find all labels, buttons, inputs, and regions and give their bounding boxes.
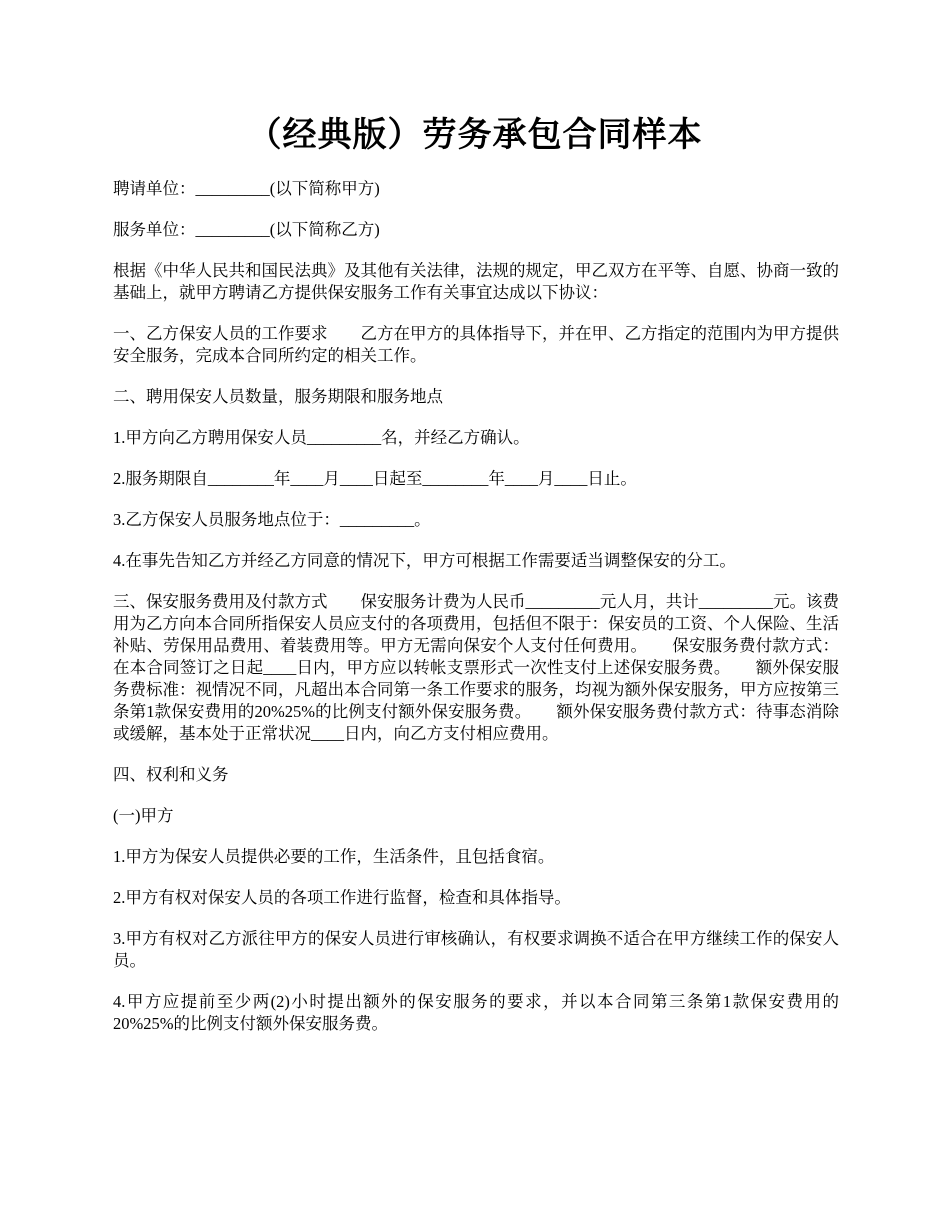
paragraph-section-2-item-2: 2.服务期限自________年____月____日起至________年____月____日止。: [113, 469, 637, 488]
paragraph-employer: 聘请单位：_________(以下简称甲方): [113, 179, 380, 198]
paragraph-section-2-item-3: 3.乙方保安人员服务地点位于：_________。: [113, 510, 431, 529]
paragraph-service-unit: 服务单位：_________(以下简称乙方): [113, 220, 380, 239]
document-body: [113, 178, 839, 1054]
paragraph-section-1: 一、乙方保安人员的工作要求 乙方在甲方的具体指导下，并在甲、乙方指定的范围内为甲方提供安全服务，完成本合同所约定的相关工作。: [113, 324, 839, 365]
paragraph-section-2-item-4: 4.在事先告知乙方并经乙方同意的情况下，甲方可根据工作需要适当调整保安的分工。: [113, 551, 736, 570]
paragraph-section-2-item-1: 1.甲方向乙方聘用保安人员_________名，并经乙方确认。: [113, 428, 530, 447]
paragraph-party-a-item-3: 3.甲方有权对乙方派往甲方的保安人员进行审核确认，有权要求调换不适合在甲方继续工作的保安人员。: [113, 929, 839, 970]
paragraph-party-a-heading: (一)甲方: [113, 806, 174, 825]
paragraph-party-a-item-2: 2.甲方有权对保安人员的各项工作进行监督，检查和具体指导。: [113, 888, 571, 907]
paragraph-preamble: 根据《中华人民共和国民法典》及其他有关法律，法规的规定，甲乙双方在平等、自愿、协商一致的基础上，就甲方聘请乙方提供保安服务工作有关事宜达成以下协议：: [113, 261, 839, 302]
paragraph-party-a-item-1: 1.甲方为保安人员提供必要的工作，生活条件，且包括食宿。: [113, 847, 555, 866]
paragraph-section-4-heading: 四、权利和义务: [113, 765, 229, 784]
paragraph-section-3: 三、保安服务费用及付款方式 保安服务计费为人民币_________元人月，共计_________元。该费用为乙方向本合同所指保安人员应支付的各项费用，包括但不限于：保安员的工资、个人保险、生活补贴、劳保用品费用、着装费用等。甲方无需向保安个人支付任何费用。 保安服务费付款方式：在本合同签订之日起____日内，甲方应以转帐支票形式一次性支付上述保安服务费。 额外保安服务费标准：视情况不同，凡超出本合同第一条工作要求的服务，均视为额外保安服务，甲方应按第三条第1款保安费用的20%25%的比例支付额外保安服务费。 额外保安服务费付款方式：待事态消除或缓解，基本处于正常状况____日内，向乙方支付相应费用。: [113, 592, 839, 743]
paragraph-party-a-item-4: 4.甲方应提前至少两(2)小时提出额外的保安服务的要求，并以本合同第三条第1款保安费用的20%25%的比例支付额外保安服务费。: [113, 992, 839, 1033]
paragraph-section-2-heading: 二、聘用保安人员数量，服务期限和服务地点: [113, 387, 443, 406]
document-title: （经典版）劳务承包合同样本: [247, 117, 703, 154]
